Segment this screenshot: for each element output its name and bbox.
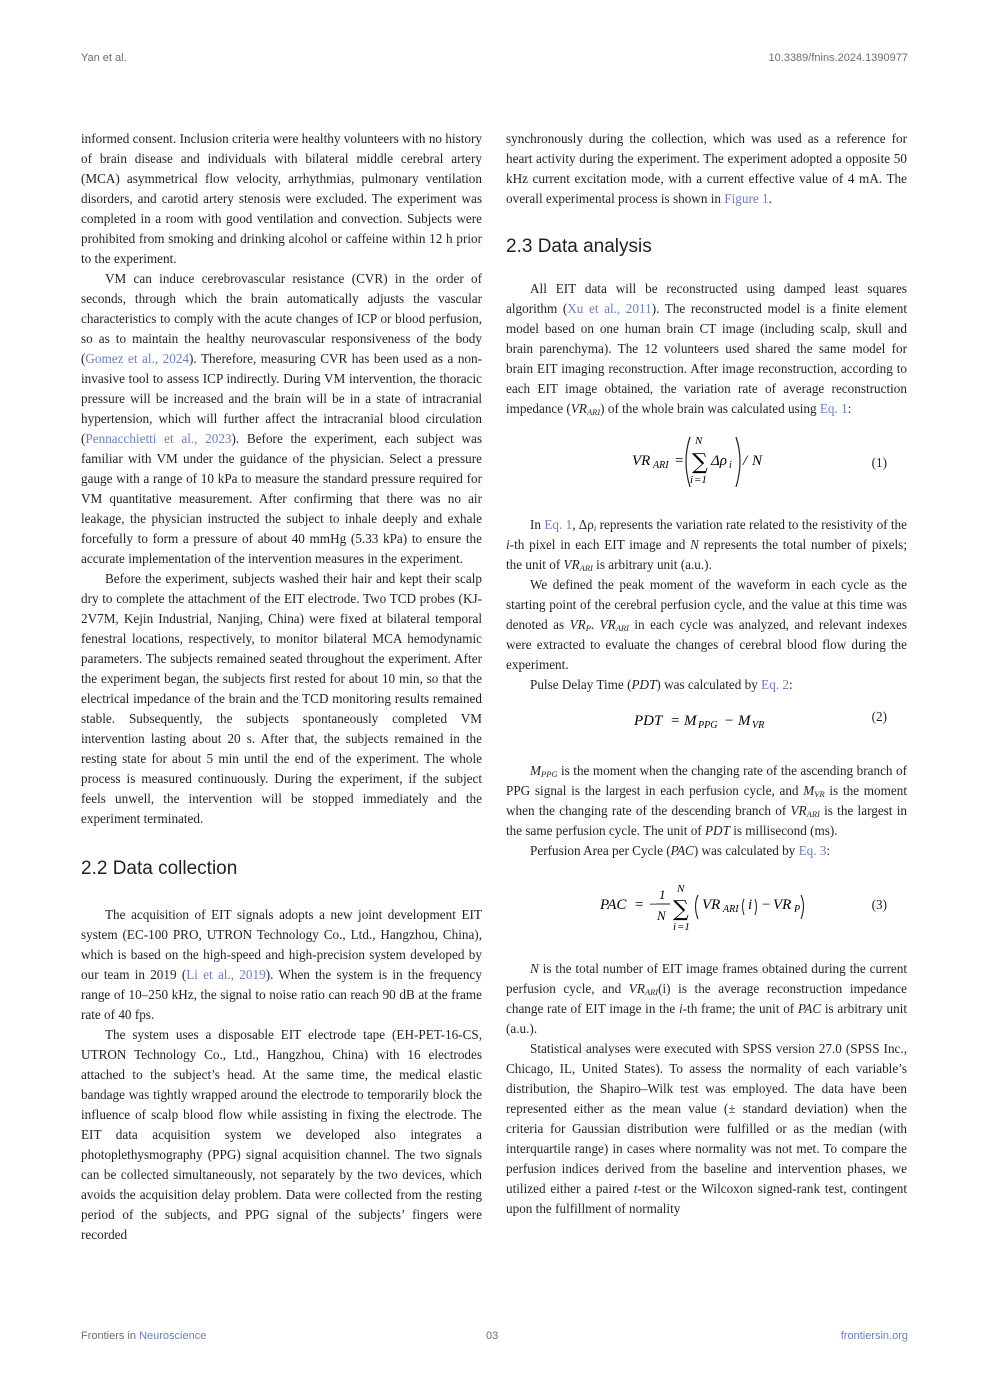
citation-pennacchietti[interactable]: Pennacchietti et al., 2023	[85, 431, 232, 446]
svg-text:i: i	[690, 474, 694, 486]
footer-journal: Frontiers in Neuroscience	[81, 1330, 207, 1342]
svg-text:=: =	[674, 453, 685, 469]
svg-text:P: P	[794, 904, 801, 915]
equation-2-formula	[632, 699, 832, 739]
svg-text:Δρ: Δρ	[711, 453, 728, 469]
paragraph-eq1-explanation: In Eq. 1, $\Delta\rho_i$ represents the variation rate related to the resistivity of the i-th pixel in each EIT image and N represents the total number of pixels; the unit of $VR_{ARI}$ is arbitrary unit (a.u.).	[506, 517, 908, 573]
equation-2-number: (2)	[871, 709, 887, 724]
paragraph-procedure: Before the experiment, subjects washed their hair and kept their scalp dry to complete the attachment of the EIT electrode. Two TCD probes (KJ-2V7M, Kejin Industrial, Nanjing, China) were fixed at bilateral temporal fenestral locations, respectively, to monitor bilateral MCA hemodynamic parameters. The subjects remained seated throughout the experiment. After the experiment began, the subjects first rested for about 10 min, so that the electrical impedance of the brain and the TCD monitoring results remained stable. Subsequently, the subjects spontaneously completed VM intervention lasting about 20 s. After that, the subjects remained in the resting state for about 5 min until the end of the experiment. The whole process is measured continuously. During the experiment, if the subject feels unwell, the intervention will be stopped immediately and the experiment terminated.	[81, 571, 482, 826]
equation-1	[506, 423, 907, 501]
citation-li[interactable]: Li et al., 2019	[186, 967, 266, 982]
paragraph-vm: VM can induce cerebrovascular resistance (CVR) in the order of seconds, through which the brain automatically adjusts the vascular characteristics to comply with the acute changes of ICP or blood perfusion, so as to maintain the healthy neurovascular responsiveness of the body (Gomez et al., 2024). Therefore, measuring CVR has been used as a non-invasive tool to assess ICP indirectly. During VM intervention, the thoracic pressure will be increased and the brain will be in a state of intracranial hypertension, which will further affect the intracranial blood circulation (Pennacchietti et al., 2023). Before the experiment, each subject was familiar with VM under the guidance of the physician. Select a pressure gauge with a range of 10 kPa to measure the standard pressure required for VM quantitative measurement. After confirming that there was no air leakage, the physician instructed the subject to inhale deeply and exhale forcefully to form a pressure of about 40 mmHg (5.33 kPa) to ensure the accurate implementation of the intervention measures in the experiment.	[81, 271, 482, 566]
paragraph-frames: N is the total number of EIT image frames obtained during the current perfusion cycle, and $VR_{ARI}(i)$ is the average reconstruction impedance change rate of EIT image in the i-th frame; the unit of PAC is arbitrary unit (a.u.).	[506, 961, 907, 1036]
journal-name-link[interactable]: Neuroscience	[139, 1330, 207, 1342]
svg-text:=1: =1	[677, 921, 690, 933]
svg-text:=: =	[670, 713, 681, 729]
svg-text:VR: VR	[632, 453, 651, 469]
svg-text:N: N	[752, 453, 763, 469]
paragraph-statistics: Statistical analyses were executed with SPSS version 27.0 (SPSS Inc., Chicago, IL, United States). To assess the normality of each variable’s distribution, the Shapiro–Wilk test was employed. The data have been represented either as the mean value (± standard deviation) when the criteria for Gaussian distribution were fulfilled or as the median (with interquartile range) in cases where normality was not met. To compare the perfusion indices derived from the baseline and intervention phases, we utilized either a paired t-test or the Wilcoxon signed-rank test, contingent upon the fulfillment of normality	[506, 1041, 907, 1216]
citation-xu[interactable]: Xu et al., 2011	[567, 301, 652, 316]
svg-text:VR: VR	[702, 897, 721, 913]
section-heading-data-analysis: 2.3 Data analysis	[506, 236, 652, 257]
paragraph-electrode-system: The system uses a disposable EIT electrode tape (EH-PET-16-CS, UTRON Technology Co., Ltd., Hangzhou, China) with 16 electrodes attached to the subject’s head. At the same time, the medical elastic bandage was tightly wrapped around the electrode to temporarily block the influence of scalp blood flow while assisting in fixing the electrode. The EIT data acquisition system we developed also integrates a photoplethysmography (PPG) signal acquisition channel. The two signals can be collected simultaneously, not separately by the two devices, which avoids the acquisition delay problem. Data were collected from the resting period of the subjects, and PPG signal of the subjects’ fingers were recorded	[81, 1027, 482, 1242]
paragraph-mppg: $M_{PPG}$ is the moment when the changing rate of the ascending branch of PPG signal is the largest in each perfusion cycle, and $M_{VR}$ is the moment when the changing rate of the descending branch of $VR_{ARI}$ is the largest in the same perfusion cycle. The unit of PDT is millisecond (ms).	[506, 763, 908, 838]
svg-text:PDT: PDT	[634, 713, 663, 729]
svg-text:=1: =1	[694, 474, 707, 486]
svg-text:/: /	[743, 453, 748, 469]
footer-site-link[interactable]: frontiersin.org	[840, 1330, 908, 1342]
equation-3-number: (3)	[871, 897, 887, 912]
right-column	[506, 129, 907, 1219]
section-heading-data-collection: 2.2 Data collection	[81, 858, 238, 879]
page-number: 03	[486, 1330, 499, 1342]
figure-1-link[interactable]: Figure 1	[724, 191, 769, 206]
svg-text:−: −	[648, 897, 659, 913]
svg-text:i: i	[729, 460, 732, 471]
svg-text:ARI: ARI	[653, 460, 669, 471]
eq-2-link[interactable]: Eq. 2	[761, 677, 789, 692]
running-header-doi: 10.3389/fnins.2024.1390977	[768, 52, 908, 64]
paragraph-consent: informed consent. Inclusion criteria were healthy volunteers with no history of brain disease and individuals with bilateral middle cerebral artery (MCA) asymmetrical flow velocity, arrhythmias, pulmonary ventilation disorders, and carotid artery stenosis were excluded. The experiment was completed in a room with good ventilation and convection. Subjects were prohibited from smoking and drinking alcohol or caffeine within 12 h prior to the experiment.	[81, 131, 482, 266]
svg-text:∑: ∑	[692, 450, 708, 475]
svg-text:=: =	[634, 897, 645, 913]
svg-text:M: M	[738, 713, 751, 729]
paragraph-peak-moment: We defined the peak moment of the waveform in each cycle as the starting point of the cerebral perfusion cycle, and the value at this time was denoted as $VR_P$. $VR_{ARI}$ in each cycle was analyzed, and relevant indexes were extracted to evaluate the changes of cerebral blood flow during the experiment.	[506, 577, 908, 672]
eq-1-link-2[interactable]: Eq. 1	[544, 517, 573, 532]
paragraph-pac: Perfusion Area per Cycle (PAC) was calculated by Eq. 3:	[530, 843, 831, 858]
svg-text:∑: ∑	[673, 897, 689, 922]
svg-text:PAC: PAC	[600, 897, 627, 913]
equation-1-formula	[628, 423, 828, 501]
equation-3	[506, 861, 907, 945]
equation-2	[506, 695, 907, 743]
equation-1-number: (1)	[871, 455, 887, 470]
svg-text:ARI: ARI	[723, 904, 739, 915]
svg-text:N: N	[677, 883, 685, 895]
paragraph-ppg-sync: synchronously during the collection, which was used as a reference for heart activity during the experiment. The experiment adopted a opposite 50 kHz current excitation mode, with a current effective value of 4 mA. The overall experimental process is shown in Figure 1.	[506, 131, 907, 206]
eq-3-link[interactable]: Eq. 3	[798, 843, 827, 858]
citation-gomez[interactable]: Gomez et al., 2024	[85, 351, 190, 366]
equation-3-formula	[598, 861, 818, 945]
svg-text:−: −	[761, 897, 772, 913]
eq-1-link[interactable]: Eq. 1	[819, 401, 848, 416]
running-header-authors: Yan et al.	[81, 52, 127, 64]
svg-text:N: N	[695, 435, 703, 447]
svg-text:i: i	[673, 921, 677, 933]
svg-text:PPG: PPG	[698, 720, 718, 731]
svg-text:VR: VR	[773, 897, 792, 913]
left-column	[81, 129, 482, 1245]
paragraph-eit-acquisition: The acquisition of EIT signals adopts a new joint development EIT system (EC-100 PRO, UTRON Technology Co., Ltd., Hangzhou, China), which is based on the high-speed and high-precision system developed by our team in 2019 (Li et al., 2019). When the system is in the frequency range of 10–250 kHz, the signal to noise ratio can reach 90 dB at the frame rate of 40 fps.	[81, 907, 482, 1022]
svg-text:M: M	[684, 713, 697, 729]
paragraph-pdt: Pulse Delay Time (PDT) was calculated by Eq. 2:	[530, 677, 793, 692]
svg-text:−: −	[724, 713, 735, 729]
svg-text:N: N	[657, 908, 666, 923]
svg-text:i: i	[748, 897, 753, 913]
svg-text:1: 1	[659, 887, 666, 902]
paragraph-reconstruction: All EIT data will be reconstructed using damped least squares algorithm (Xu et al., 2011). The reconstructed model is a finite element model based on one human brain CT image (including scalp, skull and brain parenchyma). The 12 volunteers used shared the same model for brain EIT imaging reconstruction. After image reconstruction, according to each EIT image obtained, the variation rate of average reconstruction impedance $(VR_{ARI})$ of the whole brain was calculated using Eq. 1:	[506, 281, 907, 417]
svg-text:VR: VR	[752, 720, 765, 731]
